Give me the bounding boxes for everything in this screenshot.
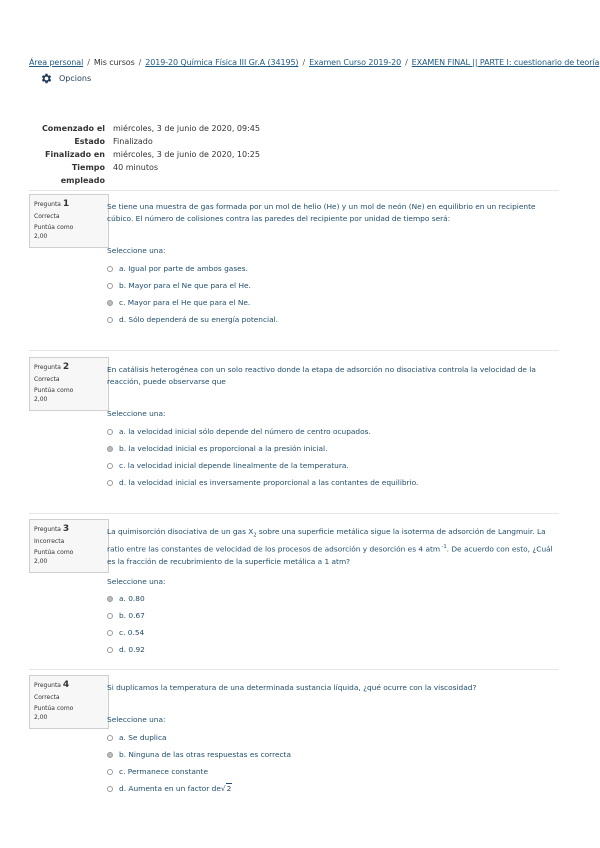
answer-list xyxy=(107,591,559,659)
answer-label: d. la velocidad inicial es inversamente proporcional a las contantes de equilibrio. xyxy=(119,477,419,487)
question-score-label: Puntúa como xyxy=(34,549,74,556)
question-info xyxy=(29,357,109,411)
question-info xyxy=(29,194,109,248)
answer-option[interactable] xyxy=(107,440,559,457)
answer-list xyxy=(107,423,559,491)
radio-button[interactable] xyxy=(107,630,113,636)
answer-label: c. Mayor para el He que para el Ne. xyxy=(119,297,251,307)
answer-label: c. 0.54 xyxy=(119,628,145,638)
answer-option[interactable] xyxy=(107,780,559,797)
answer-option[interactable] xyxy=(107,311,559,328)
answer-option[interactable] xyxy=(107,642,559,659)
question-status: Correcta xyxy=(34,213,60,220)
answer-option[interactable] xyxy=(107,625,559,642)
summary-label: Tiempo empleado xyxy=(60,163,105,185)
select-prompt: Seleccione una: xyxy=(107,576,166,586)
question-number: Pregunta 2 xyxy=(34,362,70,372)
answer-label: a. la velocidad inicial sólo depende del número de centro ocupados. xyxy=(119,426,371,436)
summary-value: 40 minutos xyxy=(113,163,159,172)
answer-option[interactable] xyxy=(107,474,559,491)
question-score: 2,00 xyxy=(34,714,48,721)
question-status: Correcta xyxy=(34,694,60,701)
radio-button[interactable] xyxy=(107,463,113,469)
answer-option[interactable] xyxy=(107,457,559,474)
radio-button[interactable] xyxy=(107,429,113,435)
options-menu[interactable] xyxy=(40,72,91,85)
radio-button[interactable] xyxy=(107,786,113,792)
radio-button[interactable] xyxy=(107,769,113,775)
question-score-label: Puntúa como xyxy=(34,705,74,712)
breadcrumb-separator: / xyxy=(302,58,306,67)
question-text: La quimisorción disociativa de un gas $X_2$ sobre una superficie metálica sigue la isoterma de adsorción de Langmuir. La ratio entre las constantes de velocidad de los procesos de adsorción y desorción es 4 atm $^{-1}$. De acuerdo con esto, ¿Cuál es la fracción de recubrimiento de la superficie metálica a 1 atm? xyxy=(107,527,553,566)
breadcrumb-separator: / xyxy=(87,58,90,67)
options-label[interactable]: Opcions xyxy=(59,74,92,83)
question-status: Incorrecta xyxy=(34,538,65,545)
question-score: 2,00 xyxy=(34,396,48,403)
question-score: 2,00 xyxy=(34,233,48,240)
question-score: 2,00 xyxy=(34,558,48,565)
breadcrumb-exam[interactable]: Examen Curso 2019-20 xyxy=(309,58,402,67)
answer-option[interactable] xyxy=(107,294,559,311)
question-text: En catálisis heterogénea con un solo reactivo donde la etapa de adsorción no disociativa controla la velocidad de la reacción, puede observarse que xyxy=(107,365,536,386)
answer-label: c. Permanece constante xyxy=(119,766,209,776)
breadcrumb-separator: / xyxy=(138,58,142,67)
radio-button[interactable] xyxy=(107,266,113,272)
square-root-expression: √2 xyxy=(220,783,232,793)
divider xyxy=(29,513,559,514)
divider xyxy=(29,669,559,670)
answer-label: b. Ninguna de las otras respuestas es correcta xyxy=(119,749,291,759)
radio-button[interactable] xyxy=(107,613,113,619)
answer-label: d. 0.92 xyxy=(119,645,145,655)
question-info xyxy=(29,675,109,729)
question-content xyxy=(107,357,559,491)
summary-value: miércoles, 3 de junio de 2020, 10:25 xyxy=(113,150,260,159)
answer-option[interactable] xyxy=(107,608,559,625)
question-score-label: Puntúa como xyxy=(34,224,74,231)
breadcrumb-quiz[interactable]: EXAMEN FINAL || PARTE I: cuestionario de teoría xyxy=(411,58,600,67)
answer-option[interactable] xyxy=(107,277,559,294)
answer-option[interactable] xyxy=(107,763,559,780)
question-content xyxy=(107,519,559,659)
summary-row-time xyxy=(29,161,260,187)
answer-list xyxy=(107,729,559,797)
question-info xyxy=(29,519,109,573)
breadcrumb-course[interactable]: 2019-20 Química Física III Gr.A (34195) xyxy=(145,58,299,67)
answer-label: b. la velocidad inicial es proporcional a la presión inicial. xyxy=(119,443,328,453)
answer-label: b. 0.67 xyxy=(119,611,145,621)
answer-label: a. 0.80 xyxy=(119,594,145,604)
answer-option[interactable] xyxy=(107,260,559,277)
answer-option[interactable] xyxy=(107,729,559,746)
question-score-label: Puntúa como xyxy=(34,387,74,394)
breadcrumb-area-personal[interactable]: Área personal xyxy=(29,58,84,67)
question-number: Pregunta 1 xyxy=(34,199,70,209)
select-prompt: Seleccione una: xyxy=(107,409,166,418)
summary-label: Comenzado el xyxy=(41,124,105,133)
radio-button[interactable] xyxy=(107,647,113,653)
attempt-summary xyxy=(29,122,260,187)
summary-row-finished xyxy=(29,148,260,161)
answer-label: a. Se duplica xyxy=(119,732,167,742)
radio-button-selected[interactable] xyxy=(107,446,113,452)
answer-option[interactable] xyxy=(107,746,559,763)
summary-row-state xyxy=(29,135,260,148)
radio-button[interactable] xyxy=(107,283,113,289)
radio-button[interactable] xyxy=(107,317,113,323)
divider xyxy=(29,190,559,191)
answer-label: d. Sólo dependerá de su energía potencial. xyxy=(119,314,279,324)
summary-label: Finalizado en xyxy=(45,150,105,159)
answer-list xyxy=(107,260,559,328)
answer-label: d. Aumenta en un factor de xyxy=(119,783,221,793)
radio-button-selected[interactable] xyxy=(107,752,113,758)
summary-value: miércoles, 3 de junio de 2020, 09:45 xyxy=(113,124,260,133)
answer-option[interactable] xyxy=(107,423,559,440)
question-text: Se tiene una muestra de gas formada por un mol de helio (He) y un mol de neón (Ne) en equilibrio en un recipiente cúbico. El número de colisiones contra las paredes del recipiente por unidad de tiempo será: xyxy=(107,202,536,223)
divider xyxy=(29,350,559,351)
radio-button-selected[interactable] xyxy=(107,596,113,602)
breadcrumb xyxy=(29,58,599,67)
summary-row-started xyxy=(29,122,260,135)
answer-option[interactable] xyxy=(107,591,559,608)
question-text: Si duplicamos la temperatura de una determinada sustancia líquida, ¿qué ocurre con la viscosidad? xyxy=(107,683,477,692)
answer-label: b. Mayor para el Ne que para el He. xyxy=(119,280,251,290)
select-prompt: Seleccione una: xyxy=(107,715,166,724)
question-content xyxy=(107,194,559,328)
select-prompt: Seleccione una: xyxy=(107,246,166,255)
question-status: Correcta xyxy=(34,376,60,383)
breadcrumb-separator: / xyxy=(405,58,408,67)
gear-icon[interactable] xyxy=(40,72,53,85)
summary-value: Finalizado xyxy=(113,137,153,146)
question-number: Pregunta 4 xyxy=(34,680,70,690)
answer-label: c. la velocidad inicial depende linealmente de la temperatura. xyxy=(119,460,349,470)
answer-label: a. Igual por parte de ambos gases. xyxy=(119,263,248,273)
question-content xyxy=(107,675,559,797)
breadcrumb-mis-cursos: Mis cursos xyxy=(93,58,135,67)
summary-label: Estado xyxy=(74,137,105,146)
radio-button-selected[interactable] xyxy=(107,300,113,306)
radio-button[interactable] xyxy=(107,735,113,741)
question-number: Pregunta 3 xyxy=(34,524,70,534)
radio-button[interactable] xyxy=(107,480,113,486)
